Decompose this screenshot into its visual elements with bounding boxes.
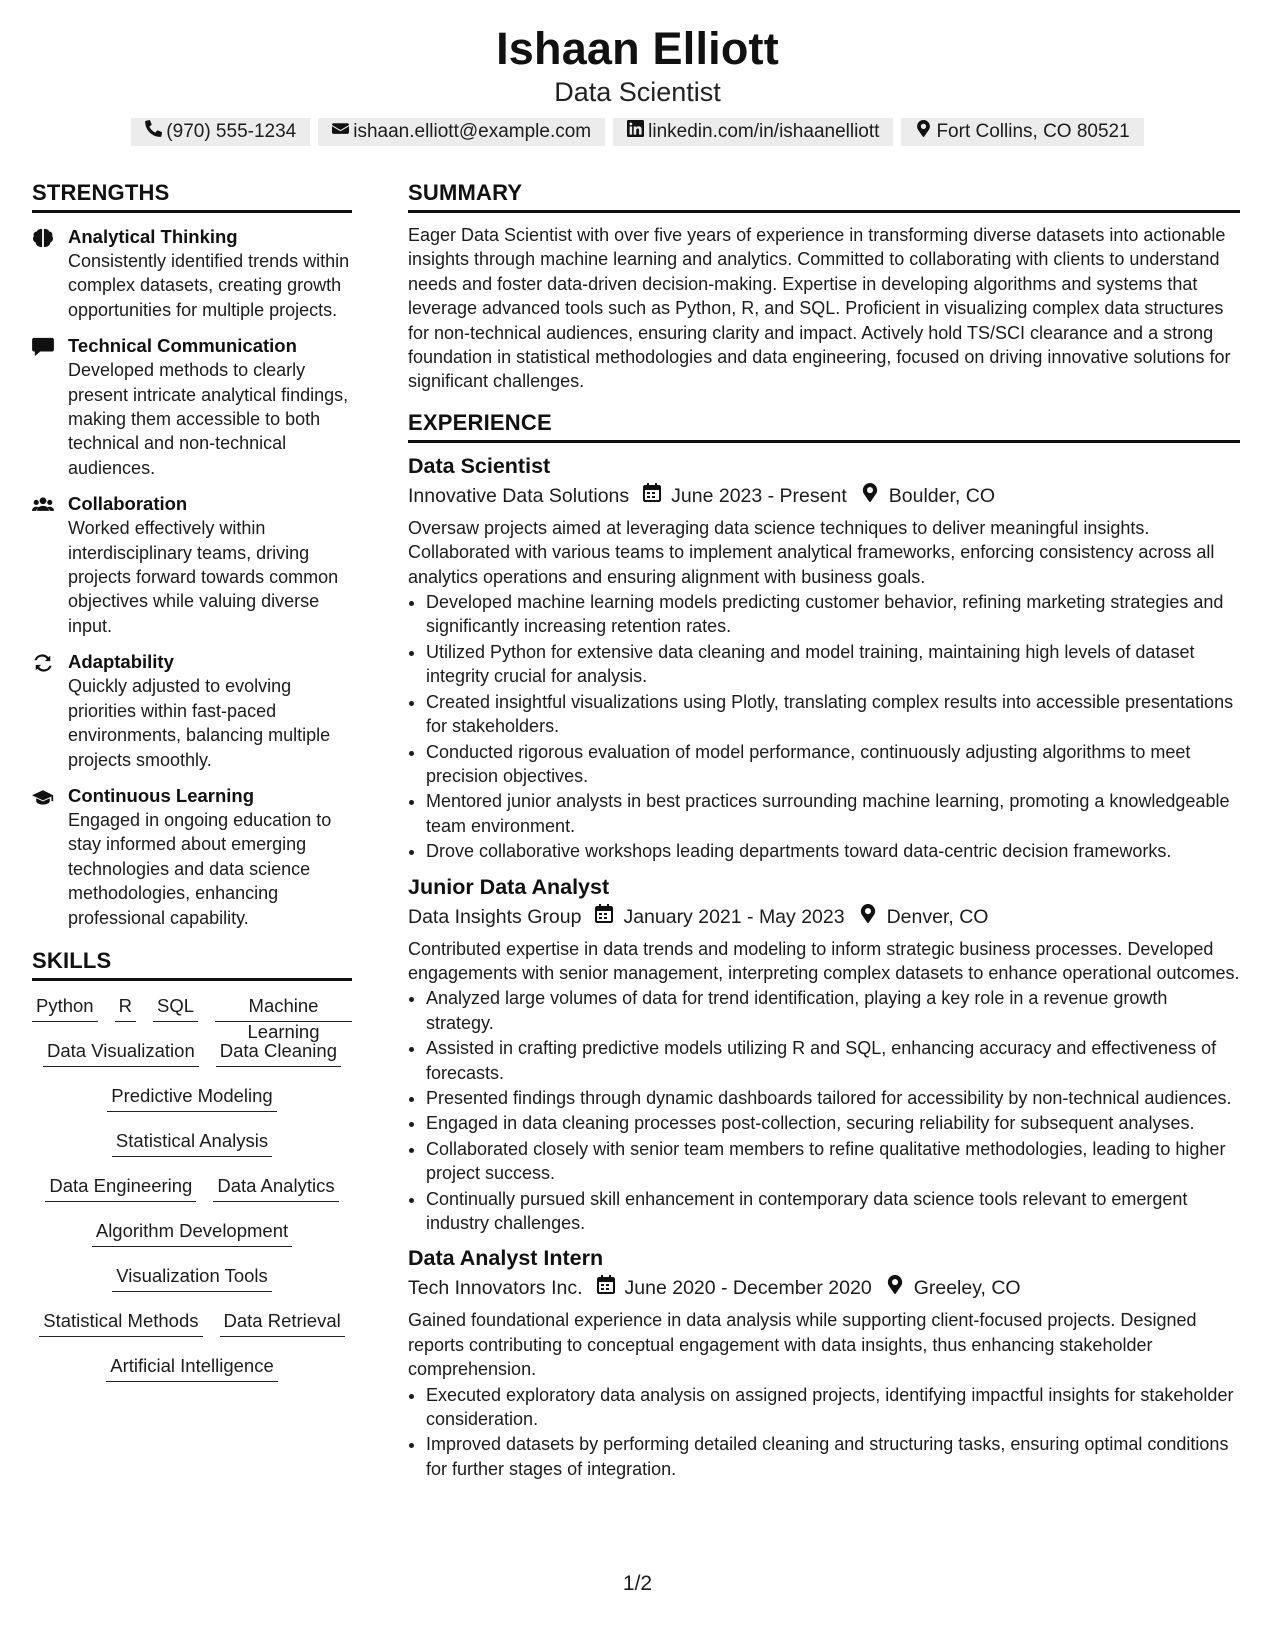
strength-item <box>32 784 352 930</box>
skill-tag: Python <box>32 993 98 1022</box>
contact-location-text: Fort Collins, CO 80521 <box>936 121 1130 142</box>
job-title: Data Scientist <box>408 453 551 478</box>
job-title: Data Analyst Intern <box>408 1246 604 1271</box>
candidate-name: Ishaan Elliott <box>496 23 779 74</box>
skill-tag: R <box>115 993 136 1022</box>
job-dates: June 2020 - December 2020 <box>624 1277 872 1300</box>
comment-icon <box>32 334 68 480</box>
strength-item <box>32 225 352 322</box>
skill-row <box>32 993 352 1042</box>
linkedin-icon <box>627 118 644 146</box>
job-bullet: • Assisted in crafting predictive models utilizing R and SQL, enhancing accuracy and effectiveness of forecasts. <box>426 1036 1240 1085</box>
skill-tag: Data Visualization <box>43 1038 199 1067</box>
candidate-title: Data Scientist <box>554 77 721 107</box>
job-company: Innovative Data Solutions <box>408 484 630 507</box>
skill-tag: Statistical Analysis <box>112 1128 272 1157</box>
skill-row <box>32 1038 352 1083</box>
skill-row <box>32 1308 352 1353</box>
brain-icon <box>32 225 68 322</box>
job-bullet: • Mentored junior analysts in best practices surrounding machine learning, promoting a knowledgeable team environment. <box>426 789 1240 838</box>
graduation-cap-icon <box>32 784 68 930</box>
skill-tag: Algorithm Development <box>92 1218 292 1247</box>
job-meta <box>408 1274 1240 1302</box>
users-icon <box>32 492 68 638</box>
location-pin-icon <box>915 118 932 146</box>
experience-heading: EXPERIENCE <box>408 408 1240 443</box>
job-bullets <box>408 1383 1240 1482</box>
skill-tag: SQL <box>153 993 198 1022</box>
skill-tag: Data Retrieval <box>220 1308 345 1337</box>
strength-item <box>32 334 352 480</box>
strength-title: Adaptability <box>68 651 174 673</box>
strength-title: Continuous Learning <box>68 784 255 806</box>
strength-title: Analytical Thinking <box>68 226 238 247</box>
left-column <box>32 178 352 1398</box>
job-description: Contributed expertise in data trends and modeling to inform strategic business processes. Developed engagements with senior management, interpreting complex datasets to enhance operational outcomes. <box>408 938 1240 983</box>
job-location: Boulder, CO <box>888 484 995 507</box>
contact-linkedin-text: linkedin.com/in/ishaanelliott <box>648 121 880 142</box>
contact-bar <box>0 118 1275 146</box>
skill-row <box>32 1353 352 1398</box>
strength-desc: Engaged in ongoing education to stay informed about emerging technologies and data science methodologies, enhancing professional capability. <box>68 809 332 928</box>
summary-heading: SUMMARY <box>408 178 1240 213</box>
location-pin-icon <box>847 482 889 510</box>
skills-heading: SKILLS <box>32 946 352 981</box>
summary-text: Eager Data Scientist with over five years of experience in transforming diverse datasets into actionable insights through machine learning and analytics. Committed to collaborating with clients to understand needs and foster data-driven decision-making. Expertise in developing algorithms and systems that leverage advanced tools such as Python, R, and SQL. Proficient in visualizing complex data structures for non-technical audiences, ensuring clarity and impact. Actively hold TS/SCI clearance and a strong foundation in statistical methodologies and data engineering, focused on driving innovative solutions for significant challenges. <box>408 225 1231 392</box>
skill-tag: Statistical Methods <box>39 1308 202 1337</box>
contact-email <box>318 118 605 146</box>
skill-tag: Visualization Tools <box>112 1263 272 1292</box>
job-location: Denver, CO <box>886 905 989 928</box>
job-meta <box>408 482 1240 510</box>
job-entry <box>408 872 1240 1236</box>
job-description: Oversaw projects aimed at leveraging data science techniques to deliver meaningful insights. Collaborated with various teams to implement analytical frameworks, enforcing consistency across all analytics operations and ensuring alignment with business goals. <box>408 517 1215 587</box>
skill-tag: Data Engineering <box>45 1173 196 1202</box>
job-company: Tech Innovators Inc. <box>408 1277 583 1300</box>
strength-title: Collaboration <box>68 493 188 515</box>
skill-tag: Predictive Modeling <box>107 1083 276 1112</box>
job-bullet: • Collaborated closely with senior team members to refine qualitative methodologies, leading to higher project success. <box>426 1137 1240 1186</box>
job-company: Data Insights Group <box>408 905 582 928</box>
job-meta <box>408 903 1240 931</box>
location-pin-icon <box>872 1274 914 1302</box>
skill-tag: Artificial Intelligence <box>106 1353 278 1382</box>
location-pin-icon <box>845 903 887 931</box>
strengths-heading: STRENGTHS <box>32 178 352 213</box>
strength-item <box>32 650 352 772</box>
strength-title: Technical Communication <box>68 335 297 357</box>
envelope-icon <box>332 118 349 146</box>
skill-tag: Data Cleaning <box>216 1038 341 1067</box>
job-bullets <box>408 590 1240 863</box>
job-dates: June 2023 - Present <box>671 484 847 507</box>
contact-phone <box>131 118 310 146</box>
strength-desc: Developed methods to clearly present intricate analytical findings, making them accessible to both technical and non-technical audiences. <box>68 360 349 478</box>
contact-location <box>901 118 1143 146</box>
calendar-icon <box>583 1274 625 1302</box>
job-dates: January 2021 - May 2023 <box>623 905 845 928</box>
contact-linkedin <box>613 118 893 146</box>
strength-desc: Worked effectively within interdisciplinary teams, driving projects forward towards common objectives while valuing diverse input. <box>68 518 339 636</box>
skill-row <box>32 1218 352 1263</box>
job-bullet: • Presented findings through dynamic dashboards tailored for accessibility by non-technical audiences. <box>426 1086 1240 1110</box>
job-bullet: • Executed exploratory data analysis on assigned projects, identifying impactful insights for stakeholder consideration. <box>426 1383 1240 1432</box>
calendar-icon <box>629 482 671 510</box>
sync-icon <box>32 650 68 772</box>
job-bullet: • Developed machine learning models predicting customer behavior, refining marketing strategies and significantly increasing retention rates. <box>426 590 1240 639</box>
job-entry <box>408 451 1240 864</box>
skill-row <box>32 1083 352 1128</box>
job-bullet: • Continually pursued skill enhancement in contemporary data science tools relevant to emergent industry challenges. <box>426 1187 1240 1236</box>
skill-row <box>32 1263 352 1308</box>
phone-icon <box>145 118 162 146</box>
job-bullet: • Drove collaborative workshops leading departments toward data-centric decision frameworks. <box>426 839 1240 863</box>
skill-tag: Data Analytics <box>213 1173 338 1202</box>
job-bullet: • Conducted rigorous evaluation of model performance, continuously adjusting algorithms to meet precision objectives. <box>426 740 1240 789</box>
skill-row <box>32 1173 352 1218</box>
job-location: Greeley, CO <box>913 1277 1021 1300</box>
job-bullet: • Engaged in data cleaning processes post-collection, securing reliability for subsequent analyses. <box>426 1111 1240 1135</box>
page-number: 1/2 <box>622 1572 653 1595</box>
job-description: Gained foundational experience in data analysis while supporting client-focused projects. Designed reports contributing to conceptual engagement with data insights, thus enhancing stakeholder comprehension. <box>408 1310 1197 1380</box>
calendar-icon <box>581 903 623 931</box>
skills-list <box>32 993 352 1398</box>
contact-phone-text: (970) 555-1234 <box>166 121 297 142</box>
skill-row <box>32 1128 352 1173</box>
strength-item <box>32 492 352 638</box>
job-bullet: • Utilized Python for extensive data cleaning and model training, maintaining high levels of dataset integrity crucial for analysis. <box>426 640 1240 689</box>
job-bullet: • Improved datasets by performing detailed cleaning and structuring tasks, ensuring optimal conditions for further stages of integration. <box>426 1432 1240 1481</box>
job-title: Junior Data Analyst <box>408 874 610 899</box>
contact-email-text: ishaan.elliott@example.com <box>353 121 592 142</box>
skill-tag: Machine Learning <box>215 993 352 1022</box>
resume-header <box>0 22 1275 146</box>
strength-desc: Consistently identified trends within complex datasets, creating growth opportunities for multiple projects. <box>68 251 350 320</box>
job-bullet: • Created insightful visualizations using Plotly, translating complex results into accessible presentations for stakeholders. <box>426 690 1240 739</box>
job-bullets <box>408 986 1240 1235</box>
job-bullet: • Analyzed large volumes of data for trend identification, playing a key role in a revenue growth strategy. <box>426 986 1240 1035</box>
strength-desc: Quickly adjusted to evolving priorities within fast-paced environments, balancing multiple projects smoothly. <box>68 676 331 770</box>
job-entry <box>408 1243 1240 1481</box>
right-column <box>408 178 1240 1482</box>
